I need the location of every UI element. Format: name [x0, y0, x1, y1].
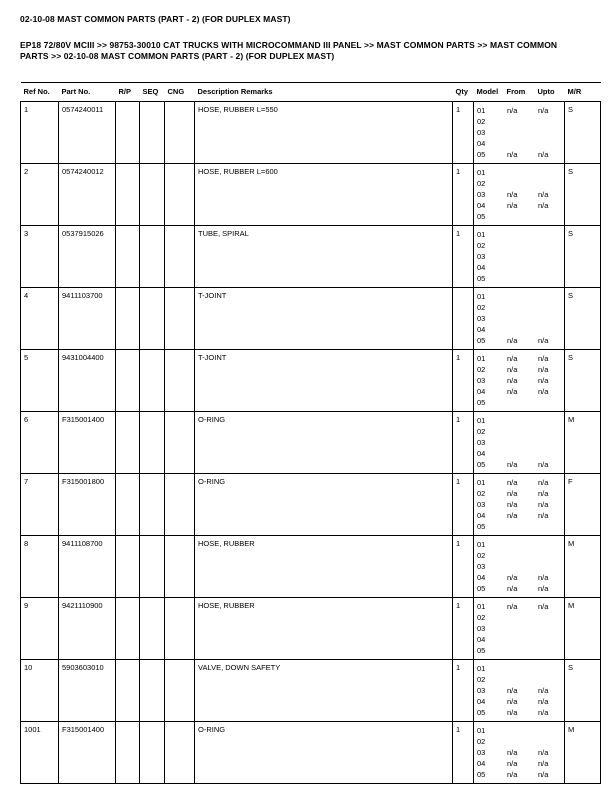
table-row	[21, 350, 601, 412]
description-cell: O-RING	[195, 412, 453, 474]
seq-cell	[140, 598, 165, 660]
qty-cell: 1	[453, 660, 474, 722]
part-no-cell: 9431004400	[59, 350, 116, 412]
model-value: 05	[477, 212, 486, 222]
table-row	[21, 412, 601, 474]
part-no-cell: F315001800	[59, 474, 116, 536]
from-value: n/a	[507, 106, 518, 116]
upto-value: n/a	[538, 489, 549, 499]
model-line	[477, 601, 561, 612]
model-from-upto-cell	[474, 598, 565, 660]
header-model-from-upto	[474, 83, 565, 102]
rp-cell	[116, 474, 140, 536]
description-cell: TUBE, SPIRAL	[195, 226, 453, 288]
model-from-upto-cell	[474, 226, 565, 288]
model-line	[477, 251, 561, 262]
model-line	[477, 262, 561, 273]
model-value: 05	[477, 522, 486, 532]
model-value: 05	[477, 708, 486, 718]
model-value: 03	[477, 252, 486, 262]
description-cell: T-JOINT	[195, 350, 453, 412]
upto-value: n/a	[538, 387, 549, 397]
mr-cell: M	[565, 412, 601, 474]
upto-value: n/a	[538, 376, 549, 386]
description-cell: T-JOINT	[195, 288, 453, 350]
model-line	[477, 437, 561, 448]
from-value: n/a	[507, 759, 518, 769]
from-value: n/a	[507, 365, 518, 375]
model-value: 01	[477, 292, 486, 302]
model-value: 03	[477, 190, 486, 200]
from-value: n/a	[507, 584, 518, 594]
part-no-cell: F315001400	[59, 412, 116, 474]
table-header-row	[21, 83, 601, 102]
model-line	[477, 696, 561, 707]
upto-value: n/a	[538, 602, 549, 612]
cng-cell	[165, 598, 195, 660]
model-value: 05	[477, 336, 486, 346]
qty-cell	[453, 288, 474, 350]
mr-cell: S	[565, 102, 601, 164]
seq-cell	[140, 226, 165, 288]
cng-cell	[165, 412, 195, 474]
table-row	[21, 102, 601, 164]
cng-cell	[165, 474, 195, 536]
model-line	[477, 324, 561, 335]
model-line	[477, 572, 561, 583]
table-row	[21, 226, 601, 288]
model-value: 05	[477, 646, 486, 656]
model-line	[477, 521, 561, 532]
rp-cell	[116, 536, 140, 598]
model-line	[477, 335, 561, 346]
model-line	[477, 634, 561, 645]
model-line	[477, 386, 561, 397]
header-seq: SEQ	[140, 83, 165, 102]
ref-no-cell: 2	[21, 164, 59, 226]
model-value: 01	[477, 602, 486, 612]
seq-cell	[140, 412, 165, 474]
cng-cell	[165, 164, 195, 226]
model-from-upto-cell	[474, 350, 565, 412]
model-line	[477, 488, 561, 499]
model-value: 01	[477, 540, 486, 550]
model-line	[477, 725, 561, 736]
model-line	[477, 364, 561, 375]
upto-value: n/a	[538, 478, 549, 488]
model-value: 04	[477, 635, 486, 645]
upto-value: n/a	[538, 460, 549, 470]
rp-cell	[116, 102, 140, 164]
model-line	[477, 149, 561, 160]
from-value: n/a	[507, 697, 518, 707]
model-line	[477, 747, 561, 758]
upto-value: n/a	[538, 573, 549, 583]
model-value: 02	[477, 489, 486, 499]
upto-value: n/a	[538, 511, 549, 521]
model-line	[477, 189, 561, 200]
model-value: 03	[477, 376, 486, 386]
model-line	[477, 375, 561, 386]
from-value: n/a	[507, 602, 518, 612]
mr-cell: S	[565, 660, 601, 722]
model-line	[477, 353, 561, 364]
header-upto: Upto	[537, 87, 555, 97]
mr-cell: M	[565, 598, 601, 660]
upto-value: n/a	[538, 365, 549, 375]
cng-cell	[165, 102, 195, 164]
model-value: 04	[477, 697, 486, 707]
model-line	[477, 448, 561, 459]
model-value: 03	[477, 500, 486, 510]
model-value: 03	[477, 314, 486, 324]
breadcrumb: EP18 72/80V MCIII >> 98753-30010 CAT TRUCKS WITH MICROCOMMAND III PANEL >> MAST COMMON PARTS >> MAST COMMON PARTS >> 02-10-08 MAST COMMON PARTS (PART - 2) (FOR DUPLEX MAST)	[20, 40, 558, 62]
model-value: 04	[477, 201, 486, 211]
table-row	[21, 536, 601, 598]
model-value: 01	[477, 726, 486, 736]
ref-no-cell: 1	[21, 102, 59, 164]
model-from-upto-cell	[474, 164, 565, 226]
model-from-upto-cell	[474, 412, 565, 474]
model-line	[477, 229, 561, 240]
model-value: 04	[477, 511, 486, 521]
upto-value: n/a	[538, 748, 549, 758]
model-value: 02	[477, 241, 486, 251]
model-line	[477, 612, 561, 623]
seq-cell	[140, 536, 165, 598]
model-value: 01	[477, 106, 486, 116]
from-value: n/a	[507, 201, 518, 211]
model-value: 02	[477, 737, 486, 747]
from-value: n/a	[507, 770, 518, 780]
model-line	[477, 397, 561, 408]
part-no-cell: 9411103700	[59, 288, 116, 350]
ref-no-cell: 9	[21, 598, 59, 660]
cng-cell	[165, 660, 195, 722]
seq-cell	[140, 288, 165, 350]
from-value: n/a	[507, 478, 518, 488]
model-from-upto-cell	[474, 474, 565, 536]
model-line	[477, 758, 561, 769]
upto-value: n/a	[538, 201, 549, 211]
from-value: n/a	[507, 748, 518, 758]
qty-cell: 1	[453, 164, 474, 226]
model-value: 01	[477, 664, 486, 674]
table-row	[21, 598, 601, 660]
part-no-cell: 5903603010	[59, 660, 116, 722]
model-value: 05	[477, 460, 486, 470]
from-value: n/a	[507, 489, 518, 499]
model-line	[477, 663, 561, 674]
model-line	[477, 105, 561, 116]
mr-cell: S	[565, 164, 601, 226]
rp-cell	[116, 660, 140, 722]
model-value: 02	[477, 675, 486, 685]
model-line	[477, 685, 561, 696]
description-cell: HOSE, RUBBER	[195, 598, 453, 660]
qty-cell: 1	[453, 412, 474, 474]
model-line	[477, 415, 561, 426]
parts-table-body	[21, 102, 601, 784]
cng-cell	[165, 350, 195, 412]
qty-cell: 1	[453, 536, 474, 598]
model-value: 04	[477, 449, 486, 459]
model-value: 04	[477, 263, 486, 273]
description-cell: VALVE, DOWN SAFETY	[195, 660, 453, 722]
from-value: n/a	[507, 387, 518, 397]
part-no-cell: 0574240012	[59, 164, 116, 226]
page-title: 02-10-08 MAST COMMON PARTS (PART - 2) (FOR DUPLEX MAST)	[20, 14, 291, 24]
model-value: 05	[477, 584, 486, 594]
description-cell: O-RING	[195, 474, 453, 536]
model-from-upto-cell	[474, 660, 565, 722]
model-line	[477, 127, 561, 138]
model-line	[477, 240, 561, 251]
qty-cell: 1	[453, 350, 474, 412]
seq-cell	[140, 722, 165, 784]
qty-cell: 1	[453, 474, 474, 536]
model-value: 03	[477, 128, 486, 138]
rp-cell	[116, 722, 140, 784]
rp-cell	[116, 598, 140, 660]
mr-cell: S	[565, 288, 601, 350]
from-value: n/a	[507, 150, 518, 160]
rp-cell	[116, 226, 140, 288]
header-rp: R/P	[116, 83, 140, 102]
model-line	[477, 539, 561, 550]
ref-no-cell: 6	[21, 412, 59, 474]
header-model: Model	[476, 87, 499, 97]
mr-cell: S	[565, 350, 601, 412]
model-value: 01	[477, 478, 486, 488]
seq-cell	[140, 660, 165, 722]
model-line	[477, 116, 561, 127]
qty-cell: 1	[453, 598, 474, 660]
seq-cell	[140, 474, 165, 536]
header-mr: M/R	[565, 83, 601, 102]
model-line	[477, 426, 561, 437]
description-cell: O-RING	[195, 722, 453, 784]
model-value: 05	[477, 274, 486, 284]
cng-cell	[165, 722, 195, 784]
qty-cell: 1	[453, 722, 474, 784]
model-value: 05	[477, 770, 486, 780]
upto-value: n/a	[538, 708, 549, 718]
rp-cell	[116, 412, 140, 474]
part-no-cell: 9421110900	[59, 598, 116, 660]
model-value: 03	[477, 624, 486, 634]
model-line	[477, 769, 561, 780]
from-value: n/a	[507, 460, 518, 470]
model-line	[477, 200, 561, 211]
description-cell: HOSE, RUBBER	[195, 536, 453, 598]
ref-no-cell: 4	[21, 288, 59, 350]
table-row	[21, 722, 601, 784]
model-value: 02	[477, 365, 486, 375]
part-no-cell: F315001400	[59, 722, 116, 784]
model-value: 02	[477, 179, 486, 189]
mr-cell: S	[565, 226, 601, 288]
model-value: 05	[477, 398, 486, 408]
model-value: 02	[477, 551, 486, 561]
ref-no-cell: 7	[21, 474, 59, 536]
upto-value: n/a	[538, 336, 549, 346]
from-value: n/a	[507, 511, 518, 521]
model-line	[477, 291, 561, 302]
table-row	[21, 288, 601, 350]
upto-value: n/a	[538, 584, 549, 594]
upto-value: n/a	[538, 106, 549, 116]
model-value: 02	[477, 613, 486, 623]
mr-cell: M	[565, 722, 601, 784]
model-line	[477, 583, 561, 594]
header-ref-no: Ref No.	[21, 83, 59, 102]
model-line	[477, 313, 561, 324]
model-value: 04	[477, 573, 486, 583]
description-cell: HOSE, RUBBER L=600	[195, 164, 453, 226]
model-value: 04	[477, 139, 486, 149]
model-line	[477, 674, 561, 685]
model-line	[477, 561, 561, 572]
model-from-upto-cell	[474, 722, 565, 784]
upto-value: n/a	[538, 697, 549, 707]
model-line	[477, 477, 561, 488]
model-value: 01	[477, 354, 486, 364]
seq-cell	[140, 164, 165, 226]
model-value: 02	[477, 303, 486, 313]
model-line	[477, 302, 561, 313]
from-value: n/a	[507, 376, 518, 386]
table-row	[21, 164, 601, 226]
description-cell: HOSE, RUBBER L=550	[195, 102, 453, 164]
from-value: n/a	[507, 500, 518, 510]
upto-value: n/a	[538, 770, 549, 780]
model-value: 04	[477, 325, 486, 335]
model-line	[477, 178, 561, 189]
upto-value: n/a	[538, 500, 549, 510]
model-value: 04	[477, 387, 486, 397]
model-line	[477, 623, 561, 634]
header-from: From	[506, 87, 526, 97]
model-value: 01	[477, 416, 486, 426]
model-value: 05	[477, 150, 486, 160]
cng-cell	[165, 226, 195, 288]
model-line	[477, 273, 561, 284]
upto-value: n/a	[538, 759, 549, 769]
upto-value: n/a	[538, 150, 549, 160]
model-line	[477, 645, 561, 656]
model-value: 03	[477, 438, 486, 448]
model-line	[477, 499, 561, 510]
model-line	[477, 550, 561, 561]
header-qty: Qty	[453, 83, 474, 102]
model-line	[477, 459, 561, 470]
ref-no-cell: 8	[21, 536, 59, 598]
from-value: n/a	[507, 336, 518, 346]
model-value: 01	[477, 168, 486, 178]
from-value: n/a	[507, 708, 518, 718]
model-value: 04	[477, 759, 486, 769]
ref-no-cell: 3	[21, 226, 59, 288]
model-value: 03	[477, 748, 486, 758]
qty-cell: 1	[453, 226, 474, 288]
seq-cell	[140, 102, 165, 164]
model-from-upto-cell	[474, 536, 565, 598]
rp-cell	[116, 288, 140, 350]
rp-cell	[116, 164, 140, 226]
header-part-no: Part No.	[59, 83, 116, 102]
model-from-upto-cell	[474, 102, 565, 164]
model-value: 03	[477, 686, 486, 696]
table-row	[21, 660, 601, 722]
ref-no-cell: 5	[21, 350, 59, 412]
model-line	[477, 510, 561, 521]
qty-cell: 1	[453, 102, 474, 164]
cng-cell	[165, 288, 195, 350]
model-line	[477, 736, 561, 747]
table-row	[21, 474, 601, 536]
model-line	[477, 167, 561, 178]
model-value: 02	[477, 117, 486, 127]
part-no-cell: 9411108700	[59, 536, 116, 598]
rp-cell	[116, 350, 140, 412]
upto-value: n/a	[538, 354, 549, 364]
cng-cell	[165, 536, 195, 598]
ref-no-cell: 1001	[21, 722, 59, 784]
part-no-cell: 0537915026	[59, 226, 116, 288]
model-from-upto-cell	[474, 288, 565, 350]
from-value: n/a	[507, 354, 518, 364]
mr-cell: M	[565, 536, 601, 598]
mr-cell: F	[565, 474, 601, 536]
model-line	[477, 707, 561, 718]
from-value: n/a	[507, 686, 518, 696]
model-value: 03	[477, 562, 486, 572]
ref-no-cell: 10	[21, 660, 59, 722]
upto-value: n/a	[538, 190, 549, 200]
part-no-cell: 0574240011	[59, 102, 116, 164]
upto-value: n/a	[538, 686, 549, 696]
parts-table	[20, 82, 601, 784]
model-value: 02	[477, 427, 486, 437]
header-cng: CNG	[165, 83, 195, 102]
from-value: n/a	[507, 573, 518, 583]
model-line	[477, 138, 561, 149]
from-value: n/a	[507, 190, 518, 200]
model-line	[477, 211, 561, 222]
header-description-remarks: Description Remarks	[195, 83, 453, 102]
seq-cell	[140, 350, 165, 412]
model-value: 01	[477, 230, 486, 240]
